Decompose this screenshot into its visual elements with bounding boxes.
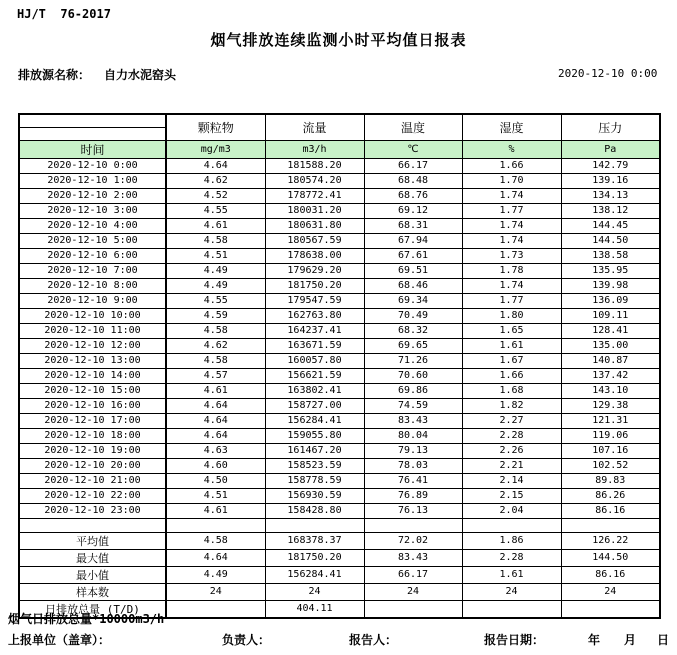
value-cell: 159055.80 — [265, 428, 364, 443]
report-datetime: 2020-12-10 0:00 — [558, 67, 658, 80]
column-header-humidity: 湿度 — [462, 114, 561, 140]
value-cell: 86.26 — [561, 488, 660, 503]
value-cell: 168378.37 — [265, 532, 364, 549]
value-cell: 4.52 — [166, 188, 265, 203]
value-cell: 4.58 — [166, 323, 265, 338]
value-cell: 83.43 — [364, 549, 462, 566]
value-cell: 4.51 — [166, 248, 265, 263]
table-row — [19, 233, 660, 248]
time-cell: 2020-12-10 20:00 — [19, 458, 166, 473]
table-row — [19, 368, 660, 383]
value-cell: 24 — [166, 583, 265, 600]
unit-flow: m3/h — [265, 140, 364, 158]
header-spacer-cell-2 — [19, 127, 166, 140]
table-row — [19, 428, 660, 443]
total-emission-note: 烟气日排放总量*10000m3/h — [8, 612, 165, 626]
value-cell: 1.86 — [462, 532, 561, 549]
table-row — [19, 323, 660, 338]
table-row — [19, 308, 660, 323]
value-cell: 76.41 — [364, 473, 462, 488]
value-cell: 137.42 — [561, 368, 660, 383]
table-row — [19, 263, 660, 278]
time-cell: 2020-12-10 19:00 — [19, 443, 166, 458]
value-cell: 4.64 — [166, 428, 265, 443]
value-cell: 163802.41 — [265, 383, 364, 398]
value-cell: 142.79 — [561, 158, 660, 173]
value-cell: 135.95 — [561, 263, 660, 278]
table-row — [19, 203, 660, 218]
value-cell: 79.13 — [364, 443, 462, 458]
table-row — [19, 398, 660, 413]
value-cell: 179629.20 — [265, 263, 364, 278]
value-cell: 70.49 — [364, 308, 462, 323]
emission-source-name: 自力水泥窑头 — [104, 68, 177, 82]
value-cell: 162763.80 — [265, 308, 364, 323]
value-cell: 4.63 — [166, 443, 265, 458]
time-cell: 2020-12-10 12:00 — [19, 338, 166, 353]
page-title: 烟气排放连续监测小时平均值日报表 — [210, 31, 467, 49]
value-cell: 2.28 — [462, 549, 561, 566]
value-cell: 160057.80 — [265, 353, 364, 368]
value-cell: 102.52 — [561, 458, 660, 473]
time-cell: 2020-12-10 16:00 — [19, 398, 166, 413]
blank-cell — [265, 518, 364, 532]
value-cell: 1.61 — [462, 566, 561, 583]
value-cell: 161467.20 — [265, 443, 364, 458]
value-cell: 4.59 — [166, 308, 265, 323]
time-cell: 2020-12-10 23:00 — [19, 503, 166, 518]
table-row — [19, 188, 660, 203]
value-cell: 144.50 — [561, 233, 660, 248]
value-cell: 181750.20 — [265, 549, 364, 566]
value-cell: 69.65 — [364, 338, 462, 353]
value-cell: 1.68 — [462, 383, 561, 398]
time-cell: 2020-12-10 15:00 — [19, 383, 166, 398]
header-spacer-cell — [19, 114, 166, 127]
value-cell: 89.83 — [561, 473, 660, 488]
value-cell: 158727.00 — [265, 398, 364, 413]
time-cell: 2020-12-10 1:00 — [19, 173, 166, 188]
value-cell: 138.12 — [561, 203, 660, 218]
time-cell: 2020-12-10 21:00 — [19, 473, 166, 488]
table-row — [19, 488, 660, 503]
value-cell: 121.31 — [561, 413, 660, 428]
column-header-flow: 流量 — [265, 114, 364, 140]
value-cell: 139.98 — [561, 278, 660, 293]
value-cell: 66.17 — [364, 158, 462, 173]
value-cell: 144.45 — [561, 218, 660, 233]
value-cell: 69.12 — [364, 203, 462, 218]
time-cell: 2020-12-10 7:00 — [19, 263, 166, 278]
value-cell: 129.38 — [561, 398, 660, 413]
time-cell: 2020-12-10 11:00 — [19, 323, 166, 338]
value-cell: 2.21 — [462, 458, 561, 473]
summary-label-cell: 最大值 — [19, 549, 166, 566]
value-cell: 2.28 — [462, 428, 561, 443]
value-cell: 1.77 — [462, 293, 561, 308]
value-cell: 4.50 — [166, 473, 265, 488]
value-cell: 70.60 — [364, 368, 462, 383]
blank-cell — [19, 518, 166, 532]
time-cell: 2020-12-10 2:00 — [19, 188, 166, 203]
value-cell: 76.89 — [364, 488, 462, 503]
table-row — [19, 532, 660, 549]
report-unit-label: 上报单位（盖章）： — [8, 633, 111, 647]
table-row — [19, 549, 660, 566]
value-cell: 180567.59 — [265, 233, 364, 248]
value-cell — [561, 600, 660, 618]
value-cell: 4.49 — [166, 566, 265, 583]
value-cell: 404.11 — [265, 600, 364, 618]
value-cell: 74.59 — [364, 398, 462, 413]
value-cell: 140.87 — [561, 353, 660, 368]
value-cell — [462, 600, 561, 618]
blank-cell — [364, 518, 462, 532]
reporter-label: 报告人： — [349, 633, 398, 647]
table-row — [19, 248, 660, 263]
value-cell: 156930.59 — [265, 488, 364, 503]
value-cell: 180031.20 — [265, 203, 364, 218]
value-cell: 4.49 — [166, 263, 265, 278]
table-row — [19, 218, 660, 233]
value-cell: 163671.59 — [265, 338, 364, 353]
time-cell: 2020-12-10 10:00 — [19, 308, 166, 323]
value-cell — [166, 600, 265, 618]
monitoring-table — [18, 113, 661, 619]
value-cell: 4.62 — [166, 338, 265, 353]
value-cell: 4.64 — [166, 398, 265, 413]
value-cell: 4.60 — [166, 458, 265, 473]
value-cell: 4.61 — [166, 503, 265, 518]
value-cell: 1.80 — [462, 308, 561, 323]
value-cell: 69.51 — [364, 263, 462, 278]
value-cell: 1.66 — [462, 158, 561, 173]
time-cell: 2020-12-10 18:00 — [19, 428, 166, 443]
table-row — [19, 158, 660, 173]
blank-cell — [166, 518, 265, 532]
summary-label-cell: 平均值 — [19, 532, 166, 549]
unit-humidity: % — [462, 140, 561, 158]
summary-rows — [19, 532, 660, 618]
value-cell: 138.58 — [561, 248, 660, 263]
value-cell: 4.61 — [166, 218, 265, 233]
value-cell: 178772.41 — [265, 188, 364, 203]
value-cell: 1.70 — [462, 173, 561, 188]
value-cell: 4.64 — [166, 549, 265, 566]
value-cell: 86.16 — [561, 503, 660, 518]
summary-label-cell: 最小值 — [19, 566, 166, 583]
value-cell: 2.26 — [462, 443, 561, 458]
value-cell: 179547.59 — [265, 293, 364, 308]
table-row — [19, 413, 660, 428]
month-label: 月 — [624, 633, 637, 647]
time-cell: 2020-12-10 3:00 — [19, 203, 166, 218]
value-cell: 4.58 — [166, 353, 265, 368]
value-cell: 4.64 — [166, 158, 265, 173]
time-cell: 2020-12-10 0:00 — [19, 158, 166, 173]
unit-pressure: Pa — [561, 140, 660, 158]
value-cell: 68.48 — [364, 173, 462, 188]
unit-header-row — [19, 140, 660, 158]
value-cell: 71.26 — [364, 353, 462, 368]
standard-number: HJ/T 76-2017 — [17, 7, 111, 21]
value-cell: 24 — [561, 583, 660, 600]
table-row — [19, 443, 660, 458]
table-row — [19, 503, 660, 518]
value-cell: 68.46 — [364, 278, 462, 293]
emission-source-label: 排放源名称： — [18, 68, 91, 82]
table-row — [19, 566, 660, 583]
value-cell: 24 — [462, 583, 561, 600]
value-cell: 136.09 — [561, 293, 660, 308]
separator-row — [19, 518, 660, 532]
time-cell: 2020-12-10 17:00 — [19, 413, 166, 428]
signature-row — [0, 631, 677, 649]
time-cell: 2020-12-10 22:00 — [19, 488, 166, 503]
value-cell: 135.00 — [561, 338, 660, 353]
value-cell: 1.61 — [462, 338, 561, 353]
responsible-label: 负责人： — [222, 633, 271, 647]
value-cell: 109.11 — [561, 308, 660, 323]
summary-label-cell: 日排放总量 (T/D) — [19, 600, 166, 618]
emission-source — [18, 66, 176, 83]
value-cell: 2.27 — [462, 413, 561, 428]
value-cell: 4.57 — [166, 368, 265, 383]
value-cell: 156621.59 — [265, 368, 364, 383]
table-row — [19, 458, 660, 473]
summary-label-cell: 样本数 — [19, 583, 166, 600]
value-cell: 68.76 — [364, 188, 462, 203]
value-cell: 1.73 — [462, 248, 561, 263]
value-cell: 1.74 — [462, 188, 561, 203]
value-cell: 68.32 — [364, 323, 462, 338]
value-cell: 156284.41 — [265, 413, 364, 428]
time-cell: 2020-12-10 4:00 — [19, 218, 166, 233]
value-cell: 4.55 — [166, 203, 265, 218]
value-cell: 4.64 — [166, 413, 265, 428]
report-date-label: 报告日期： — [484, 633, 545, 647]
value-cell: 144.50 — [561, 549, 660, 566]
value-cell: 4.58 — [166, 532, 265, 549]
unit-particulate: mg/m3 — [166, 140, 265, 158]
day-label: 日 — [657, 633, 670, 647]
value-cell: 143.10 — [561, 383, 660, 398]
value-cell: 24 — [364, 583, 462, 600]
value-cell: 67.61 — [364, 248, 462, 263]
value-cell: 4.58 — [166, 233, 265, 248]
value-cell: 69.86 — [364, 383, 462, 398]
time-header: 时间 — [19, 140, 166, 158]
value-cell: 1.78 — [462, 263, 561, 278]
value-cell: 2.15 — [462, 488, 561, 503]
value-cell: 180631.80 — [265, 218, 364, 233]
value-cell: 4.62 — [166, 173, 265, 188]
value-cell: 4.49 — [166, 278, 265, 293]
time-cell: 2020-12-10 8:00 — [19, 278, 166, 293]
table-row — [19, 583, 660, 600]
table-row — [19, 173, 660, 188]
value-cell: 72.02 — [364, 532, 462, 549]
value-cell — [364, 600, 462, 618]
value-cell: 2.14 — [462, 473, 561, 488]
column-header-particulate: 颗粒物 — [166, 114, 265, 140]
time-cell: 2020-12-10 13:00 — [19, 353, 166, 368]
value-cell: 1.74 — [462, 278, 561, 293]
data-rows — [19, 158, 660, 518]
time-cell: 2020-12-10 14:00 — [19, 368, 166, 383]
year-label: 年 — [588, 633, 601, 647]
value-cell: 119.06 — [561, 428, 660, 443]
value-cell: 83.43 — [364, 413, 462, 428]
value-cell: 164237.41 — [265, 323, 364, 338]
unit-temperature: ℃ — [364, 140, 462, 158]
value-cell: 24 — [265, 583, 364, 600]
column-header-row — [19, 114, 660, 127]
value-cell: 68.31 — [364, 218, 462, 233]
value-cell: 1.67 — [462, 353, 561, 368]
value-cell: 4.55 — [166, 293, 265, 308]
value-cell: 1.77 — [462, 203, 561, 218]
table-row — [19, 338, 660, 353]
value-cell: 126.22 — [561, 532, 660, 549]
table-row — [19, 293, 660, 308]
value-cell: 178638.00 — [265, 248, 364, 263]
value-cell: 1.65 — [462, 323, 561, 338]
value-cell: 107.16 — [561, 443, 660, 458]
value-cell: 1.82 — [462, 398, 561, 413]
value-cell: 156284.41 — [265, 566, 364, 583]
value-cell: 4.51 — [166, 488, 265, 503]
value-cell: 181750.20 — [265, 278, 364, 293]
value-cell: 80.04 — [364, 428, 462, 443]
blank-cell — [462, 518, 561, 532]
time-cell: 2020-12-10 6:00 — [19, 248, 166, 263]
time-cell: 2020-12-10 9:00 — [19, 293, 166, 308]
value-cell: 158523.59 — [265, 458, 364, 473]
value-cell: 2.04 — [462, 503, 561, 518]
value-cell: 1.66 — [462, 368, 561, 383]
value-cell: 134.13 — [561, 188, 660, 203]
value-cell: 66.17 — [364, 566, 462, 583]
blank-cell — [561, 518, 660, 532]
value-cell: 1.74 — [462, 218, 561, 233]
table-row — [19, 473, 660, 488]
value-cell: 4.61 — [166, 383, 265, 398]
value-cell: 180574.20 — [265, 173, 364, 188]
table-row — [19, 383, 660, 398]
value-cell: 78.03 — [364, 458, 462, 473]
value-cell: 67.94 — [364, 233, 462, 248]
time-cell: 2020-12-10 5:00 — [19, 233, 166, 248]
value-cell: 69.34 — [364, 293, 462, 308]
table-row — [19, 278, 660, 293]
table-row — [19, 353, 660, 368]
value-cell: 76.13 — [364, 503, 462, 518]
value-cell: 128.41 — [561, 323, 660, 338]
column-header-temperature: 温度 — [364, 114, 462, 140]
value-cell: 1.74 — [462, 233, 561, 248]
value-cell: 86.16 — [561, 566, 660, 583]
value-cell: 158428.80 — [265, 503, 364, 518]
value-cell: 139.16 — [561, 173, 660, 188]
value-cell: 158778.59 — [265, 473, 364, 488]
column-header-pressure: 压力 — [561, 114, 660, 140]
value-cell: 181588.20 — [265, 158, 364, 173]
